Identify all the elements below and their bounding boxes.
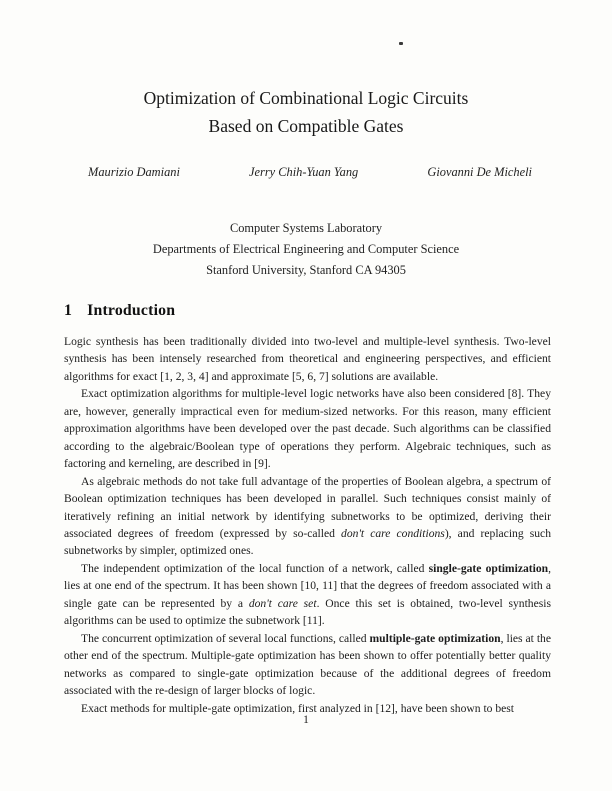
- author-2: Jerry Chih-Yuan Yang: [249, 165, 359, 179]
- affiliation-line1: Computer Systems Laboratory: [229, 221, 383, 235]
- paragraph: Exact optimization algorithms for multiple-level logic networks have also been considered [8]. They are, however, generally impractical even for medium-sized networks. For this reason, many efficient approximation algorithms have been developed over the past decade. Such algorithms can be classified according to the algebraic/Boolean type of operations they perform. Algebraic techniques, such as factoring and kerneling, are described in [9].: [64, 387, 551, 471]
- paper-title: [0, 84, 612, 140]
- section-title: Introduction: [87, 302, 176, 319]
- section-heading-introduction: [64, 302, 175, 320]
- section-number: 1: [64, 302, 73, 319]
- author-3: Giovanni De Micheli: [427, 165, 532, 179]
- affiliation-line3: Stanford University, Stanford CA 94305: [206, 263, 406, 277]
- paragraph: The independent optimization of the local function of a network, called single-gate optimization, lies at one end of the spectrum. It has been shown [10, 11] that the degrees of freedom associated with a single gate can be represented by a don't care set. Once this set is obtained, two-level synthesis algorithms can be used to optimize the subnetwork [11].: [64, 561, 551, 628]
- affiliation-line2: Departments of Electrical Engineering and Computer Science: [152, 242, 460, 256]
- paragraph: As algebraic methods do not take full advantage of the properties of Boolean algebra, a spectrum of Boolean optimization techniques has been developed in parallel. Such techniques consist mainly of iteratively refining an initial network by identifying subnetworks to be optimized, deriving their associated degrees of freedom (expressed by so-called don't care conditions), and replacing such subnetworks by simpler, optimized ones.: [64, 474, 551, 558]
- paper-title-line2: Based on Compatible Gates: [208, 116, 404, 136]
- author-1: Maurizio Damiani: [88, 165, 180, 179]
- affiliation: [0, 218, 612, 281]
- paragraph: Exact methods for multiple-gate optimization, first analyzed in [12], have been shown to best: [81, 701, 515, 715]
- paragraph: Logic synthesis has been traditionally divided into two-level and multiple-level synthesis. Two-level synthesis has been intensely researched from theoretical and engineering perspectives, and efficient algorithms for exact [1, 2, 3, 4] and approximate [5, 6, 7] solutions are available.: [64, 335, 551, 383]
- paper-title-line1: Optimization of Combinational Logic Circuits: [143, 88, 469, 108]
- page-number: 1: [303, 714, 309, 726]
- scan-artifact-dot: [399, 42, 403, 45]
- introduction-body: [64, 333, 551, 717]
- authors-row: [88, 165, 532, 180]
- paragraph: The concurrent optimization of several local functions, called multiple-gate optimization, lies at the other end of the spectrum. Multiple-gate optimization has been shown to offer potentially better quality networks as compared to single-gate optimization because of the additional degrees of freedom associated with the re-design of larger blocks of logic.: [64, 631, 551, 698]
